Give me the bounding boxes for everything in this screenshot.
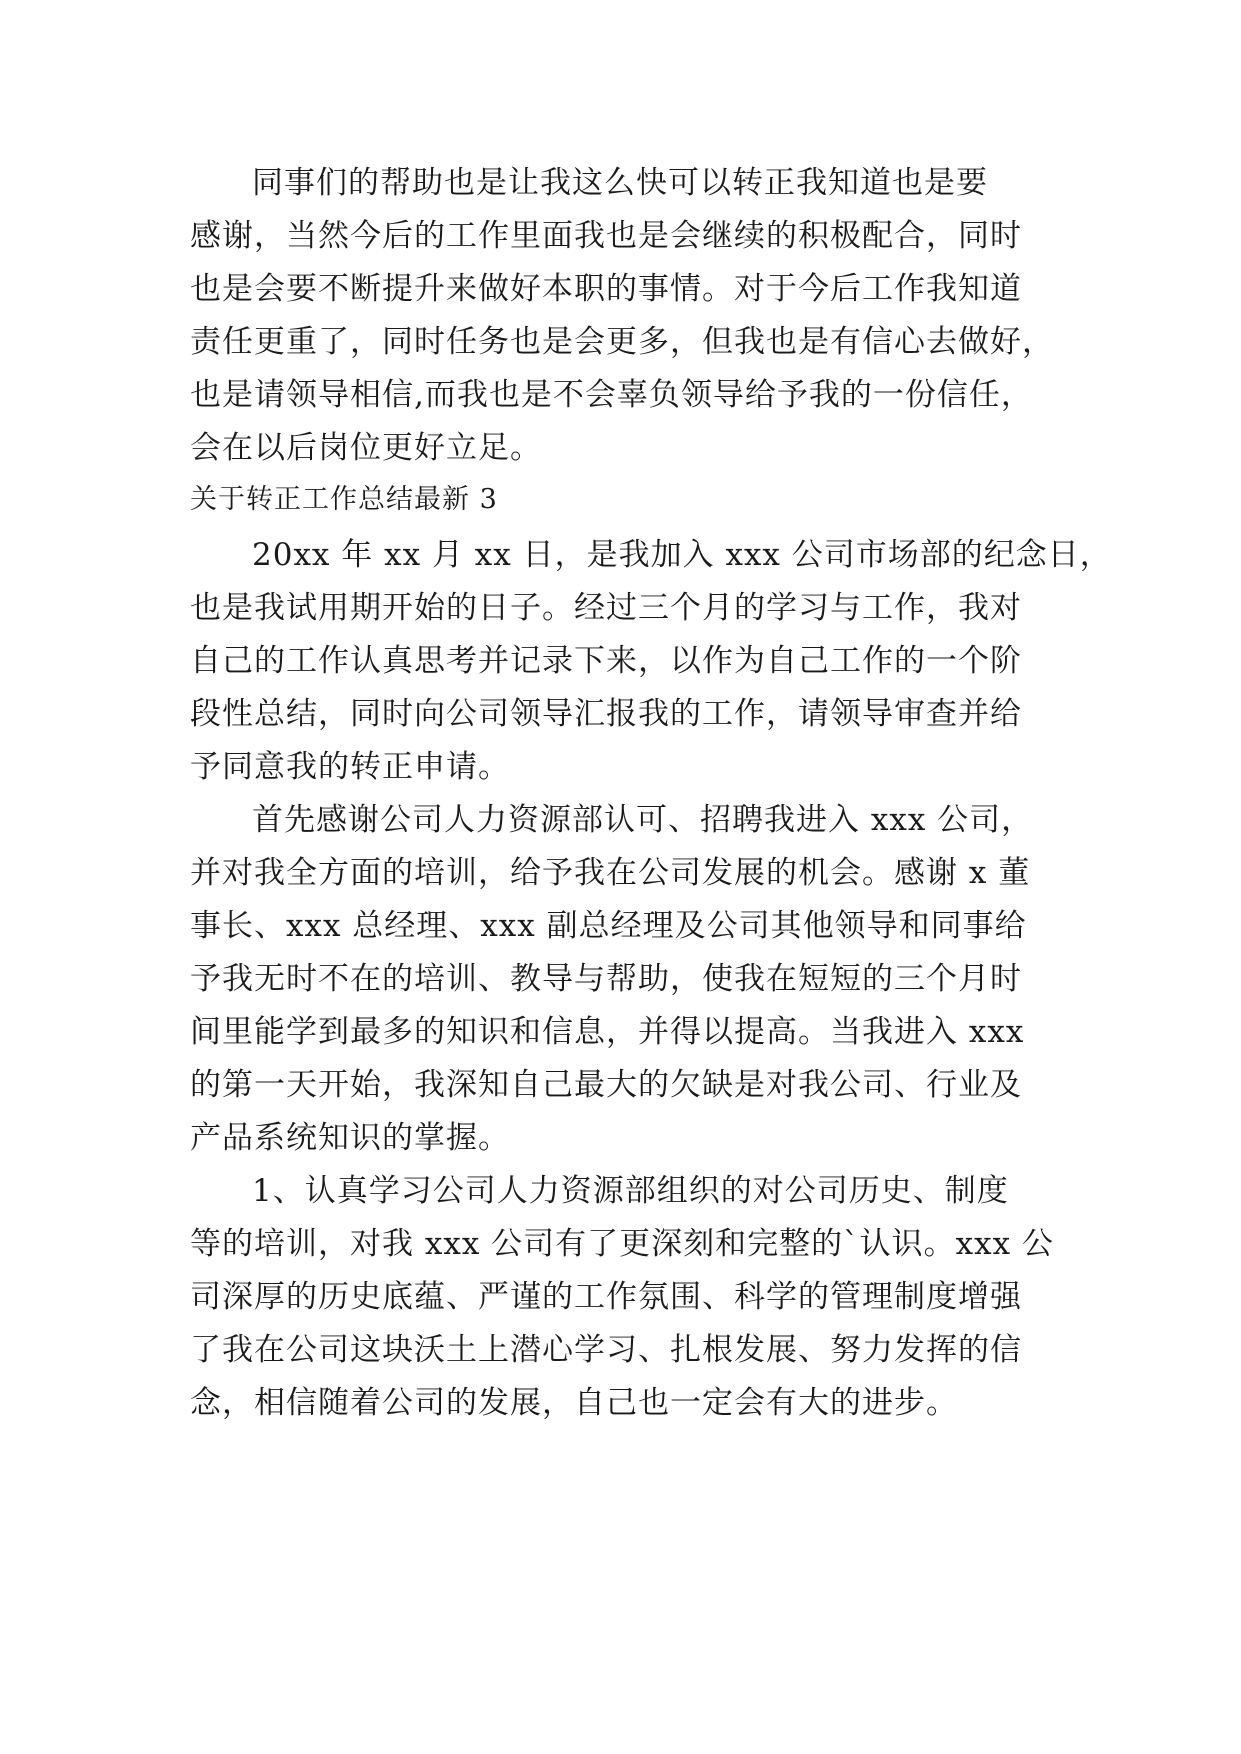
section-heading: 关于转正工作总结最新 3 xyxy=(190,484,498,515)
paragraph-line: 予我无时不在的培训、教导与帮助，使我在短短的三个月时 xyxy=(190,961,1022,997)
paragraph-line: 同事们的帮助也是让我这么快可以转正我知道也是要 xyxy=(252,165,988,201)
paragraph-line: 司深厚的历史底蕴、严谨的工作氛围、科学的管理制度增强 xyxy=(190,1279,1022,1315)
paragraph-line: 责任更重了，同时任务也是会更多，但我也是有信心去做好， xyxy=(190,324,1054,360)
paragraph-line: 产品系统知识的掌握。 xyxy=(190,1120,510,1156)
paragraph-line: 1、认真学习公司人力资源部组织的对公司历史、制度 xyxy=(252,1173,1009,1209)
paragraph-line: 20xx 年 xx 月 xx 日，是我加入 xxx 公司市场部的纪念日， xyxy=(252,537,1112,573)
paragraph-line: 自己的工作认真思考并记录下来，以作为自己工作的一个阶 xyxy=(190,643,1022,679)
paragraph-line: 予同意我的转正申请。 xyxy=(190,749,510,785)
paragraph-line: 了我在公司这块沃土上潜心学习、扎根发展、努力发挥的信 xyxy=(190,1332,1022,1368)
paragraph-line: 感谢，当然今后的工作里面我也是会继续的积极配合，同时 xyxy=(190,218,1022,254)
paragraph-line: 的第一天开始，我深知自己最大的欠缺是对我公司、行业及 xyxy=(190,1067,1022,1103)
paragraph-line: 会在以后岗位更好立足。 xyxy=(190,430,542,466)
paragraph-line: 等的培训，对我 xxx 公司有了更深刻和完整的`认识。xxx 公 xyxy=(190,1226,1054,1262)
paragraph-line: 段性总结，同时向公司领导汇报我的工作，请领导审查并给 xyxy=(190,696,1022,732)
paragraph-line: 也是会要不断提升来做好本职的事情。对于今后工作我知道 xyxy=(190,271,1022,307)
paragraph-line: 间里能学到最多的知识和信息，并得以提高。当我进入 xxx xyxy=(190,1014,1025,1050)
paragraph-line: 也是我试用期开始的日子。经过三个月的学习与工作，我对 xyxy=(190,590,1022,626)
paragraph-line: 事长、xxx 总经理、xxx 副总经理及公司其他领导和同事给 xyxy=(190,908,1027,944)
paragraph-line: 并对我全方面的培训，给予我在公司发展的机会。感谢 x 董 xyxy=(190,855,1031,891)
paragraph-line: 念，相信随着公司的发展，自己也一定会有大的进步。 xyxy=(190,1385,958,1421)
paragraph-line: 首先感谢公司人力资源部认可、招聘我进入 xxx 公司， xyxy=(252,802,1034,838)
paragraph-line: 也是请领导相信,而我也是不会辜负领导给予我的一份信任， xyxy=(190,377,1033,413)
